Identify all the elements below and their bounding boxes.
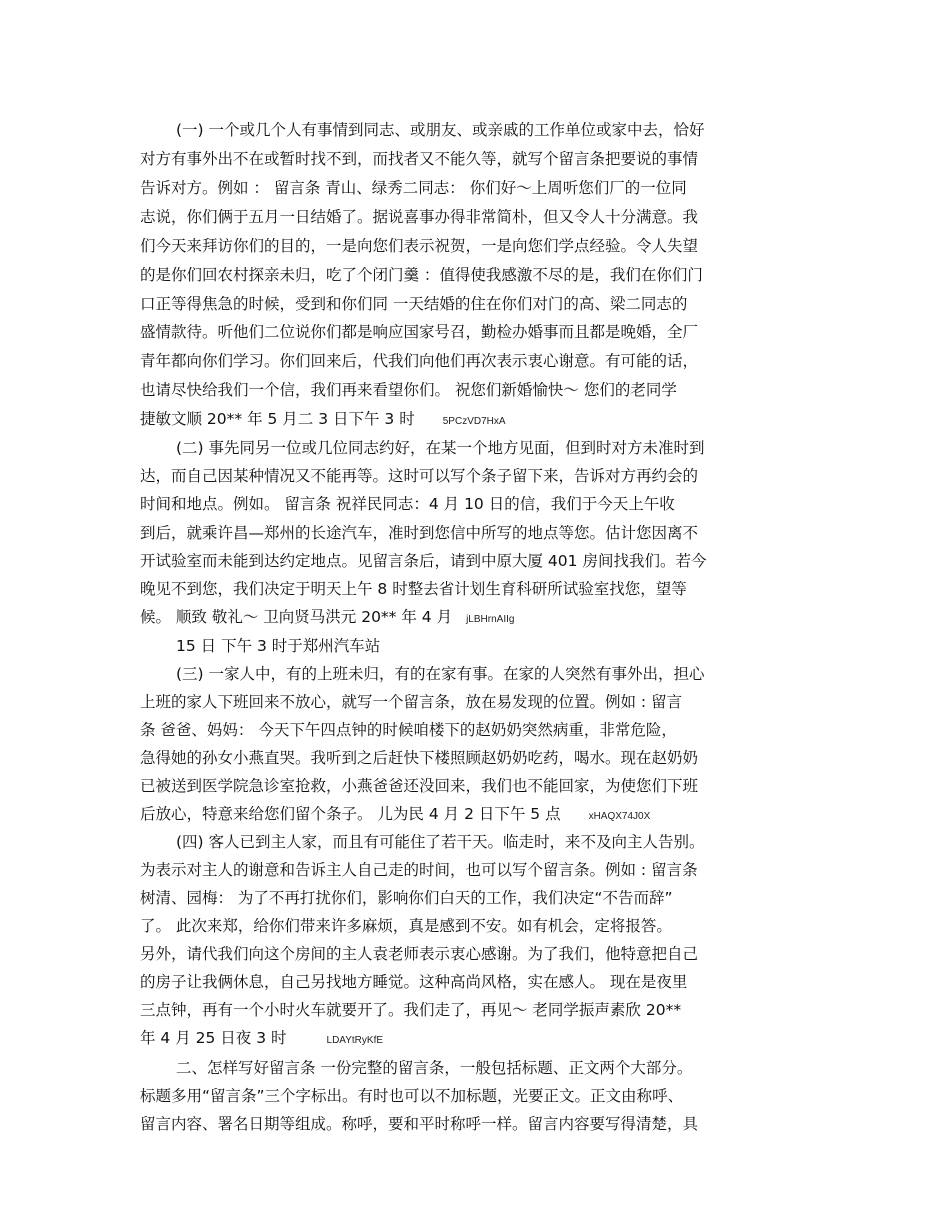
text-line: 留言内容、署名日期等组成。称呼，要和平时称呼一样。留言内容要写得清楚，具	[140, 1115, 699, 1133]
text-line: (二) 事先同另一位或几位同志约好，在某一个地方见面，但到时对方未准时到	[176, 439, 705, 457]
signature-date: 候。 顺致 敬礼～ 卫向贤马洪元 20** 年 4 月	[140, 608, 453, 626]
text-line: (三) 一家人中，有的上班未归，有的在家有事。在家的人突然有事外出，担心	[176, 665, 705, 683]
watermark-code: jLBHrnAIIg	[466, 614, 515, 625]
text-line: 志说，你们俩于五月一日结婚了。据说喜事办得非常简朴，但又令人十分满意。我	[140, 208, 699, 226]
text-line: 了。 此次来郑，给你们带来许多麻烦，真是感到不安。如有机会，定将报答。	[140, 917, 672, 935]
signature-date: 后放心，特意来给您们留个条子。 儿为民 4 月 2 日下午 5 点	[140, 805, 561, 823]
watermark-code: 5PCzVD7HxA	[442, 416, 506, 427]
signature-date: 年 4 月 25 日夜 3 时	[140, 1029, 287, 1047]
text-line: 们今天来拜访你们的目的，一是向您们表示祝贺，一是向您们学点经验。令人失望	[140, 237, 699, 255]
text-line	[140, 607, 514, 627]
text-line: 对方有事外出不在或暂时找不到，而找者又不能久等，就写个留言条把要说的事情	[140, 150, 699, 168]
text-line: 告诉对方。例如 ： 留言条 青山、绿秀二同志： 你们好～上周听您们厂的一位同	[140, 179, 687, 197]
text-line: 条 爸爸、妈妈： 今天下午四点钟的时候咱楼下的赵奶奶突然病重，非常危险，	[140, 721, 677, 739]
text-line: 的是你们回农村探亲未归，吃了个闭门羹 ：值得使我感激不尽的是，我们在你们门	[140, 266, 703, 284]
text-line: 另外，请代我们向这个房间的主人袁老师表示衷心感谢。为了我们，他特意把自己	[140, 945, 699, 963]
text-line: 上班的家人下班回来不放心，就写一个留言条，放在易发现的位置。例如 : 留言	[140, 693, 683, 711]
text-line: 二、怎样写好留言条 一份完整的留言条，一般包括标题、正文两个大部分。	[176, 1059, 693, 1077]
text-line: 15 日 下午 3 时于郑州汽车站	[176, 637, 381, 655]
text-line: 时间和地点。例如。 留言条 祝祥民同志：4 月 10 日的信，我们于今天上午收	[140, 495, 675, 513]
text-line: (四) 客人已到主人家，而且有可能住了若干天。临走时，来不及向主人告别。	[176, 833, 705, 851]
text-line: 已被送到医学院急诊室抢救，小燕爸爸还没回来，我们也不能回家，为使您们下班	[140, 777, 699, 795]
text-line: 达，而自己因某种情况又不能再等。这时可以写个条子留下来，告诉对方再约会的	[140, 467, 699, 485]
signature-date: 捷敏文顺 20** 年 5 月二 3 日下午 3 时	[140, 410, 415, 428]
text-line: 晚见不到您，我们决定于明天上午 8 时整去省计划生育科研所试验室找您，望等	[140, 580, 687, 598]
text-line: 盛情款待。听他们二位说你们都是响应国家号召，勤检办婚事而且都是晚婚，全厂	[140, 323, 699, 341]
text-line: 青年都向你们学习。你们回来后，代我们向他们再次表示衷心谢意。有可能的话，	[140, 352, 699, 370]
text-line	[140, 409, 506, 429]
watermark-code: xHAQX74J0X	[588, 811, 651, 822]
text-line	[140, 1028, 383, 1048]
text-line	[140, 804, 650, 824]
text-line: 三点钟，再有一个小时火车就要开了。我们走了，再见～ 老同学振声素欣 20**	[140, 1001, 682, 1019]
text-line: 树清、园梅： 为了不再打扰你们，影响你们白天的工作，我们决定“不告而辞”	[140, 889, 673, 907]
text-line: 为表示对主人的谢意和告诉主人自己走的时间，也可以写个留言条。例如 : 留言条	[140, 861, 698, 879]
text-line: 的房子让我俩休息，自己另找地方睡觉。这种高尚风格，实在感人。 现在是夜里	[140, 973, 688, 991]
text-line: 也请尽快给我们一个信，我们再来看望你们。 祝您们新婚愉快～ 您们的老同学	[140, 381, 677, 399]
text-line: 开试验室而未能到达约定地点。见留言条后，请到中原大厦 401 房间找我们。若今	[140, 552, 707, 570]
text-line: 急得她的孙女小燕直哭。我听到之后赶快下楼照顾赵奶奶吃药，喝水。现在赵奶奶	[140, 749, 699, 767]
watermark-code: LDAYtRyKfE	[326, 1035, 384, 1046]
text-line: 到后，就乘许昌—郑州的长途汽车，准时到您信中所写的地点等您。估计您因离不	[140, 524, 699, 542]
text-line: (一) 一个或几个人有事情到同志、或朋友、或亲戚的工作单位或家中去，恰好	[176, 121, 705, 139]
text-line: 标题多用“留言条”三个字标出。有时也可以不加标题，光要正文。正文由称呼、	[140, 1087, 684, 1105]
text-line: 口正等得焦急的时候，受到和你们同 一天结婚的住在你们对门的高、梁二同志的	[140, 295, 688, 313]
